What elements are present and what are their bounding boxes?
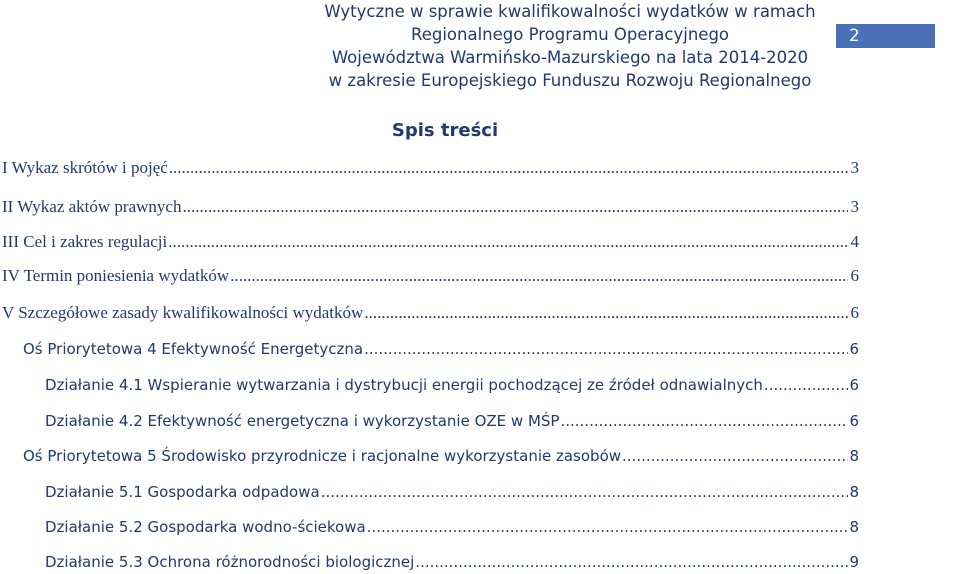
toc-entry[interactable] — [2, 195, 859, 219]
toc-leader-dots — [321, 480, 848, 504]
toc-entry-page: 6 — [850, 303, 859, 322]
toc-leader-dots — [230, 264, 848, 288]
toc-entry-page: 3 — [850, 158, 859, 177]
toc-leader-dots — [560, 409, 848, 433]
toc-entry-page: 6 — [849, 412, 859, 430]
toc-entry[interactable] — [45, 373, 859, 397]
toc-leader-dots — [182, 195, 848, 219]
header-line-4: w zakresie Europejskiego Funduszu Rozwoju Regionalnego — [328, 71, 812, 90]
toc-entry-text: Działanie 5.3 Ochrona różnorodności biologicznej — [45, 553, 415, 571]
toc-entry[interactable] — [45, 480, 859, 504]
toc-leader-dots — [367, 515, 848, 539]
toc-entry[interactable] — [23, 444, 859, 468]
toc-entry[interactable] — [2, 156, 859, 180]
toc-leader-dots — [168, 230, 848, 254]
toc-entry[interactable] — [2, 230, 859, 254]
toc-entry-text: Działanie 4.1 Wspieranie wytwarzania i dystrybucji energii pochodzącej ze źródeł odnawialnych — [45, 376, 763, 394]
toc-leader-dots — [364, 337, 848, 361]
toc-entry-page: 8 — [849, 447, 859, 465]
toc-entry[interactable] — [23, 337, 859, 361]
toc-leader-dots — [764, 373, 848, 397]
toc-entry-text: Działanie 4.2 Efektywność energetyczna i wykorzystanie OZE w MŚP — [45, 412, 560, 430]
toc-leader-dots — [169, 156, 848, 180]
toc-entry-text: II Wykaz aktów prawnych — [2, 197, 182, 216]
toc-entry[interactable] — [45, 515, 859, 539]
toc-entry-text: V Szczegółowe zasady kwalifikowalności wydatków — [2, 303, 364, 322]
toc-leader-dots — [415, 550, 848, 574]
header-line-3: Województwa Warmińsko-Mazurskiego na lata 2014-2020 — [331, 48, 809, 67]
toc-entry-page: 6 — [849, 376, 859, 394]
page-number: 2 — [849, 26, 860, 46]
toc-leader-dots — [622, 444, 848, 468]
toc-entry-page: 9 — [849, 553, 859, 571]
toc-entry-text: Działanie 5.1 Gospodarka odpadowa — [45, 483, 320, 501]
toc-entry[interactable] — [45, 409, 859, 433]
header-line-2: Regionalnego Programu Operacyjnego — [410, 25, 730, 44]
toc-entry[interactable] — [2, 264, 859, 288]
toc-entry-text: III Cel i zakres regulacji — [2, 232, 168, 251]
toc-entry-page: 4 — [850, 232, 859, 251]
toc-entry-page: 8 — [849, 518, 859, 536]
toc-entry-text: I Wykaz skrótów i pojęć — [2, 158, 168, 177]
toc-entry[interactable] — [45, 550, 859, 574]
toc-title: Spis treści — [391, 120, 499, 141]
toc-entry-text: Działanie 5.2 Gospodarka wodno-ściekowa — [45, 518, 366, 536]
toc-entry-page: 6 — [850, 266, 859, 285]
toc-leader-dots — [364, 301, 848, 325]
toc-entry-text: Oś Priorytetowa 5 Środowisko przyrodnicze i racjonalne wykorzystanie zasobów — [23, 447, 622, 465]
toc-entry[interactable] — [2, 301, 859, 325]
toc-entry-text: IV Termin poniesienia wydatków — [2, 266, 230, 285]
toc-entry-page: 6 — [849, 340, 859, 358]
toc-entry-page: 8 — [849, 483, 859, 501]
header-line-1: Wytyczne w sprawie kwalifikowalności wydatków w ramach — [324, 2, 816, 21]
toc-entry-page: 3 — [850, 197, 859, 216]
toc-entry-text: Oś Priorytetowa 4 Efektywność Energetyczna — [23, 340, 364, 358]
